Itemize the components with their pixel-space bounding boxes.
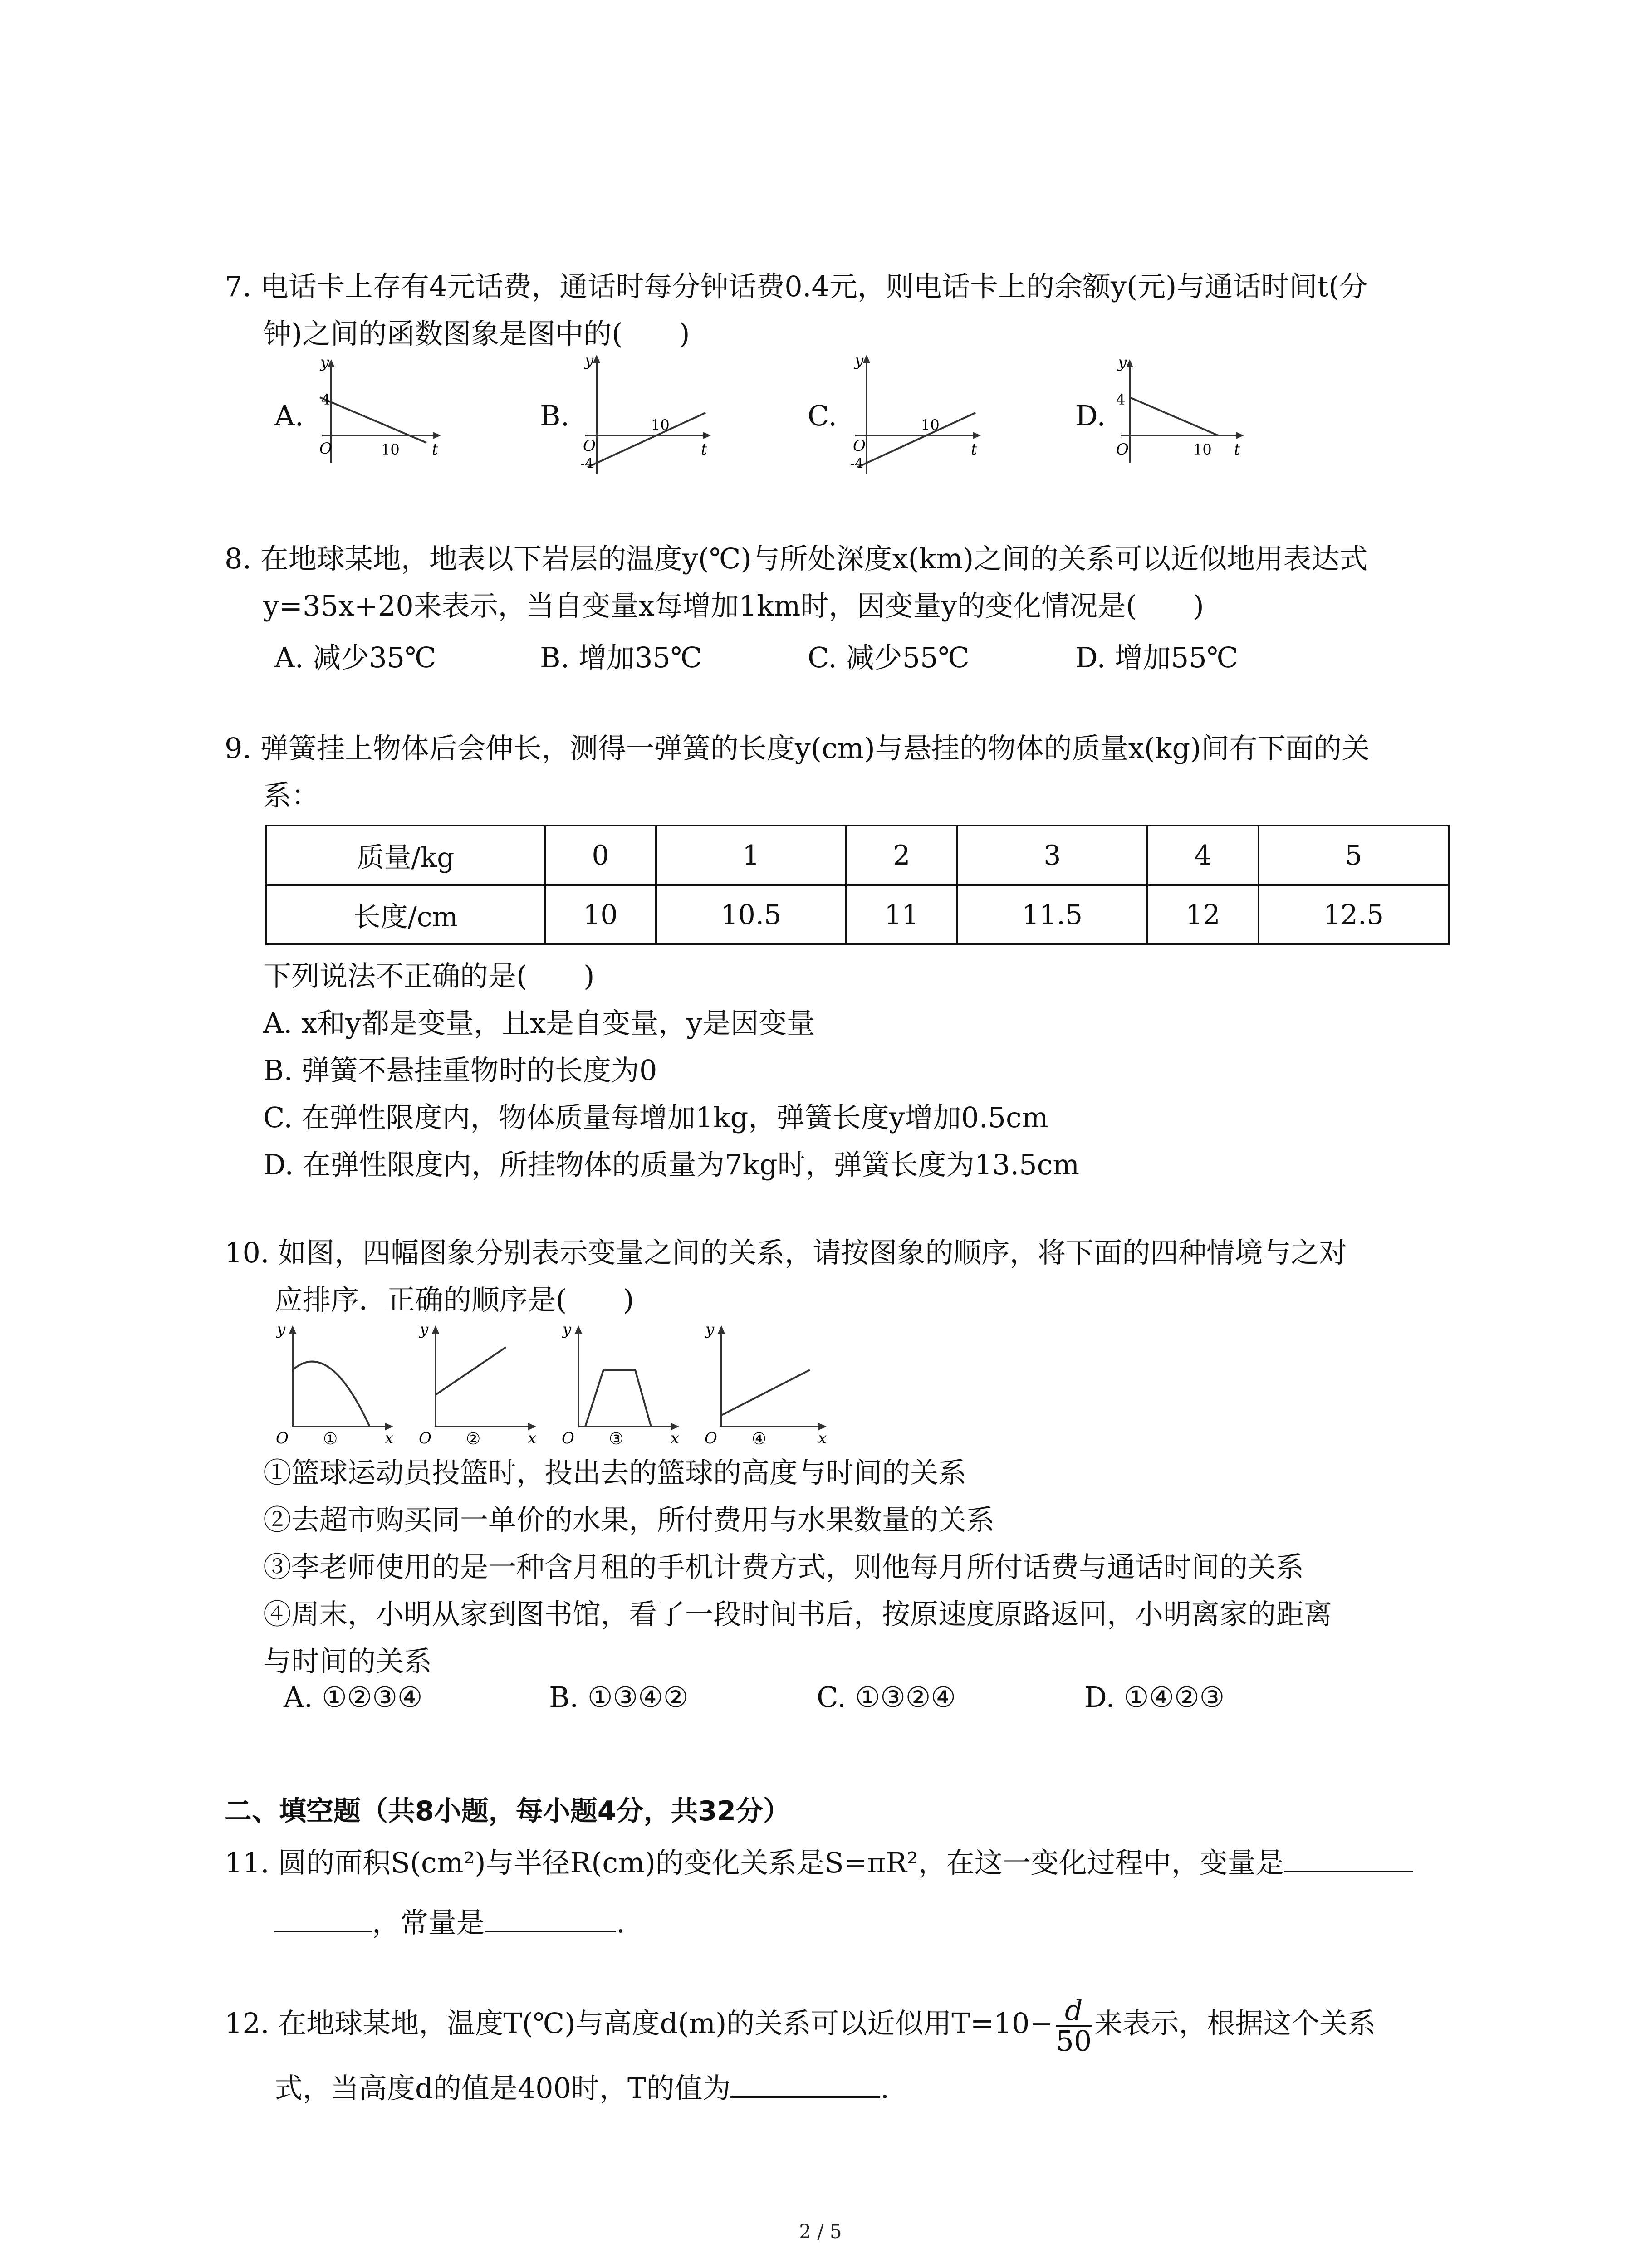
q9-option-b[interactable]: B. 弹簧不悬挂重物时的长度为0 — [263, 1054, 657, 1087]
q7a-t-label: t — [432, 440, 438, 459]
q10g1-x-label: x — [385, 1429, 394, 1447]
q11-part3: . — [616, 1906, 625, 1939]
table-header-cell: 质量/kg — [266, 826, 545, 885]
q7-graph-c — [844, 349, 989, 481]
q9-option-d[interactable]: D. 在弹性限度内，所挂物体的质量为7kg时，弹簧长度为13.5cm — [263, 1148, 1080, 1181]
table-cell: 12.5 — [1259, 885, 1449, 944]
q7b-y-label: y — [585, 352, 594, 370]
q8-option-a[interactable]: A. 减少35℃ — [274, 641, 436, 674]
q7d-t-label: t — [1234, 440, 1240, 459]
q12-line2-part2: . — [880, 2072, 890, 2105]
table-cell: 4 — [1147, 826, 1259, 885]
section-2-title: 二、填空题（共8小题，每小题4分，共32分） — [225, 1795, 790, 1827]
table-cell: 1 — [656, 826, 846, 885]
question-12 — [225, 1996, 1450, 2112]
q10-graph-3 — [558, 1320, 690, 1447]
q10-graph-2 — [415, 1320, 547, 1447]
q12-blank-answer[interactable] — [730, 2068, 880, 2098]
question-7 — [225, 263, 1450, 357]
q10g1-y-label: y — [277, 1320, 286, 1339]
q10g4-y-label: y — [705, 1320, 715, 1339]
q10-situation-3: ③李老师使用的是一种含月租的手机计费方式，则他每月所付话费与通话时间的关系 — [263, 1550, 1304, 1584]
q12-line2-part1: 式，当高度d的值是400时，T的值为 — [274, 2072, 731, 2105]
q9-stem-line1: 9. 弹簧挂上物体后会伸长，测得一弹簧的长度y(cm)与悬挂的物体的质量x(kg)间有下面的关 — [225, 732, 1370, 765]
q7d-10-label: 10 — [1193, 441, 1212, 458]
question-11 — [225, 1839, 1450, 1946]
question-10 — [225, 1229, 1450, 1324]
q11-blank-variables-2[interactable] — [274, 1902, 372, 1932]
q8-option-d[interactable]: D. 增加55℃ — [1075, 641, 1239, 674]
q10-stem-line1: 10. 如图，四幅图象分别表示变量之间的关系，请按图象的顺序，将下面的四种情境与之对 — [225, 1236, 1347, 1269]
q7-stem-line2: 钟)之间的函数图象是图中的( ) — [263, 317, 690, 350]
page-number: 2 / 5 — [799, 2220, 842, 2243]
q7c-neg4-label: -4 — [850, 456, 864, 472]
table-cell: 11 — [846, 885, 957, 944]
q7-option-c[interactable]: C. — [808, 399, 837, 432]
table-cell: 2 — [846, 826, 957, 885]
q7-option-a[interactable]: A. — [274, 399, 304, 432]
q7c-10-label: 10 — [921, 416, 940, 434]
q7d-y-label: y — [1118, 354, 1127, 371]
q7c-origin-label: O — [853, 437, 866, 455]
q10g2-origin-label: O — [419, 1429, 431, 1447]
q12-frac-denominator: 50 — [1056, 2024, 1092, 2058]
q8-option-c[interactable]: C. 减少55℃ — [808, 641, 970, 674]
q7b-origin-label: O — [583, 437, 596, 455]
q10-graph-4 — [701, 1320, 837, 1447]
table-cell: 10.5 — [656, 885, 846, 944]
q7b-neg4-label: -4 — [580, 456, 594, 472]
q10g1-origin-label: O — [276, 1429, 289, 1447]
table-cell: 0 — [545, 826, 656, 885]
q12-part2: 来表示，根据这个关系 — [1094, 2007, 1376, 2040]
table-row — [266, 826, 1449, 885]
q7c-y-label: y — [855, 352, 864, 370]
table-cell: 12 — [1147, 885, 1259, 944]
q10-situation-1: ①篮球运动员投篮时，投出去的篮球的高度与时间的关系 — [263, 1456, 967, 1489]
q9-prompt-and-options — [225, 953, 1450, 1188]
q9-data-table — [265, 825, 1450, 945]
q7-graph-d — [1107, 354, 1252, 472]
q11-part1: 11. 圆的面积S(cm²)与半径R(cm)的变化关系是S=πR²，在这一变化过程中，变量是 — [225, 1846, 1284, 1879]
table-cell: 10 — [545, 885, 656, 944]
q10-option-d[interactable]: D. ①④②③ — [1084, 1681, 1225, 1714]
q7-stem-line1: 7. 电话卡上存有4元话费，通话时每分钟话费0.4元，则电话卡上的余额y(元)与通话时间t(分 — [225, 270, 1368, 303]
table-row — [266, 885, 1449, 944]
q10-option-b[interactable]: B. ①③④② — [549, 1681, 689, 1714]
q10g4-origin-label: O — [705, 1429, 717, 1447]
table-header-cell: 长度/cm — [266, 885, 545, 944]
q10g1-number-label: ① — [323, 1430, 338, 1447]
q9-option-c[interactable]: C. 在弹性限度内，物体质量每增加1kg，弹簧长度y增加0.5cm — [263, 1101, 1048, 1134]
q7d-4-label: 4 — [1116, 391, 1126, 408]
q7-option-b[interactable]: B. — [540, 399, 570, 432]
q10g3-y-label: y — [563, 1320, 572, 1339]
q10-situation-2: ②去超市购买同一单价的水果，所付费用与水果数量的关系 — [263, 1503, 995, 1536]
q10g4-x-label: x — [818, 1429, 827, 1447]
q10-situation-4-cont: 与时间的关系 — [263, 1645, 432, 1678]
q10-graph-1 — [272, 1320, 404, 1447]
q10g2-y-label: y — [420, 1320, 429, 1339]
q10-option-c[interactable]: C. ①③②④ — [817, 1681, 956, 1714]
q7b-10-label: 10 — [651, 416, 670, 434]
table-cell: 11.5 — [957, 885, 1147, 944]
q7b-t-label: t — [701, 440, 707, 459]
q8-stem-line1: 8. 在地球某地，地表以下岩层的温度y(℃)与所处深度x(km)之间的关系可以近似地用表达式 — [225, 542, 1368, 575]
q7d-origin-label: O — [1116, 440, 1129, 459]
q8-stem-line2: y=35x+20来表示，当自变量x每增加1km时，因变量y的变化情况是( ) — [263, 589, 1204, 622]
q11-part2: ，常量是 — [372, 1906, 485, 1939]
table-cell: 5 — [1259, 826, 1449, 885]
q12-part1: 12. 在地球某地，温度T(℃)与高度d(m)的关系可以近似用T=10− — [225, 2007, 1053, 2040]
q9-option-a[interactable]: A. x和y都是变量，且x是自变量，y是因变量 — [263, 1007, 815, 1040]
q7a-4-label: 4 — [321, 391, 331, 408]
q11-blank-variables-1[interactable] — [1284, 1843, 1413, 1872]
q8-option-b[interactable]: B. 增加35℃ — [540, 641, 702, 674]
table-cell: 3 — [957, 826, 1147, 885]
q7-graph-b — [574, 349, 719, 481]
q10g4-number-label: ④ — [752, 1430, 767, 1447]
question-9 — [225, 725, 1450, 819]
q10g3-x-label: x — [671, 1429, 680, 1447]
q9-prompt: 下列说法不正确的是( ) — [263, 959, 595, 992]
q7-graph-a — [313, 354, 449, 472]
q7a-y-label: y — [320, 354, 329, 371]
q7-option-d[interactable]: D. — [1075, 399, 1106, 432]
q7a-origin-label: O — [319, 440, 332, 458]
q10-situations — [263, 1449, 1488, 1685]
q10g2-number-label: ② — [466, 1430, 481, 1447]
q10g3-origin-label: O — [562, 1429, 574, 1447]
q11-blank-constant[interactable] — [485, 1902, 616, 1932]
q10-stem-line2: 应排序．正确的顺序是( ) — [274, 1283, 634, 1316]
q10-situation-4: ④周末，小明从家到图书馆，看了一段时间书后，按原速度原路返回，小明离家的距离 — [263, 1598, 1332, 1631]
q10g3-number-label: ③ — [609, 1430, 624, 1447]
q10g2-x-label: x — [528, 1429, 537, 1447]
q7c-t-label: t — [971, 440, 977, 459]
q10-option-a[interactable]: A. ①②③④ — [284, 1681, 423, 1714]
q9-stem-line2: 系： — [263, 779, 320, 812]
q12-frac-numerator: d — [1056, 1996, 1092, 2027]
question-8 — [225, 535, 1450, 630]
q12-fraction — [1056, 1996, 1092, 2056]
q7a-10-label: 10 — [381, 441, 400, 458]
